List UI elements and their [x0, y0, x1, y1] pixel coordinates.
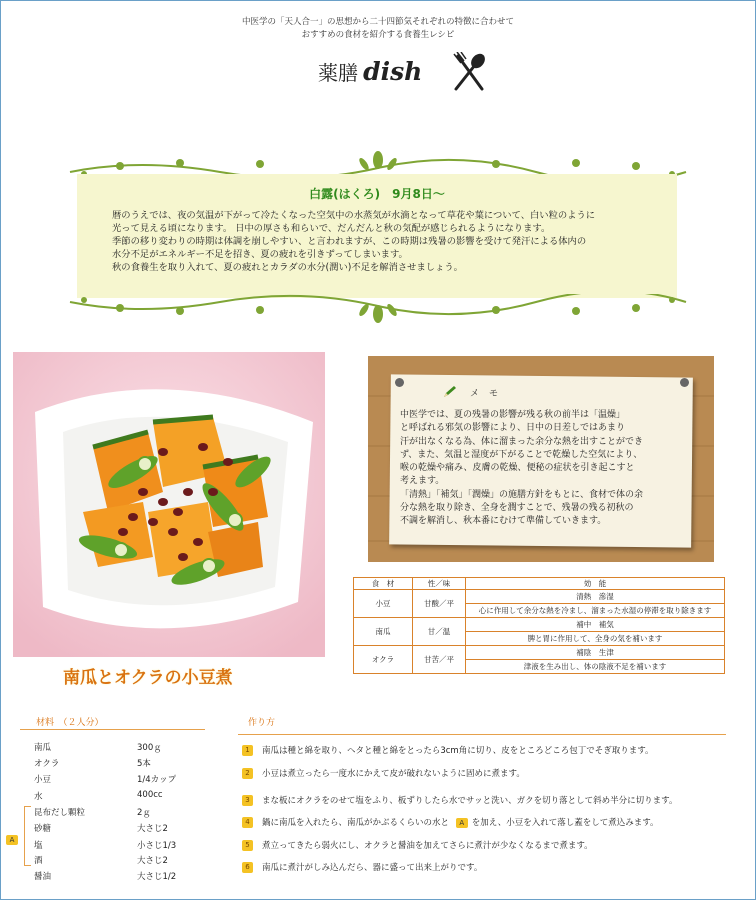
logo-en: dish [363, 57, 423, 86]
ingredient-amount: 400cc [137, 790, 163, 800]
ingredient-name: 小豆 [34, 775, 52, 785]
step-number: 2 [242, 768, 253, 779]
table-header-row [354, 578, 725, 590]
dish-photo [13, 352, 325, 657]
step-item [242, 794, 678, 806]
effect-desc-cell: 脾と胃に作用して、全身の気を補います [466, 632, 725, 646]
step-text: 南瓜に煮汁がしみ込んだら、器に盛って出来上がりです。 [262, 863, 483, 873]
memo-line: 「清熱」「補気」「潤燥」の施膳方針をもとに、食材で体の余 [400, 489, 644, 500]
memo-line: 中医学では、夏の残暑の影響が残る秋の前半は「温燥」 [400, 410, 626, 420]
food-cell: 南瓜 [354, 618, 413, 646]
effect-title-cell: 補陰 生津 [466, 646, 725, 660]
group-bracket [24, 806, 31, 866]
pencil-icon [443, 386, 457, 398]
column-header: 性／味 [413, 578, 466, 590]
group-badge-label: A [6, 835, 18, 845]
intro-line-2: おすすめの食材を紹介する食養生レシピ [301, 30, 455, 40]
ingredient-amount: 1/4カップ [137, 775, 177, 785]
effect-title-cell: 清熱 滲湿 [466, 590, 725, 604]
season-line: 季節の移り変わりの時期は体調を崩しやすい、と言われますが、この時期は残暑の影響を受けて発汗による体内の [112, 236, 587, 247]
season-line: 暦のうえでは、夜の気温が下がって冷たくなった空気中の水蒸気が水滴となって草花や葉について、白い粒のように [112, 210, 596, 221]
step-item [242, 816, 659, 828]
step-number: 4 [242, 817, 253, 828]
ingredient-name: 昆布だし顆粒 [34, 808, 86, 818]
effect-desc-cell: 津液を生み出し、体の陰液不足を補います [466, 660, 725, 674]
step-number: 3 [242, 795, 253, 806]
divider [238, 734, 726, 735]
step-item [242, 744, 654, 756]
season-title: 白露(はくろ) 9月8日～ [309, 187, 445, 201]
step-item [242, 839, 593, 851]
step-number: 6 [242, 862, 253, 873]
ingredient-amount: 大さじ1/2 [137, 872, 177, 882]
step-text-continued: を加え、小豆を入れて落し蓋をして煮込みます。 [471, 818, 659, 828]
ingredient-amount: 大さじ2 [137, 856, 168, 866]
ingredient-amount: 小さじ1/3 [137, 841, 177, 851]
season-line: 光って見える頃になります。 日中の厚さも和らいで、だんだんと秋の気配が感じられるようになります。 [112, 223, 551, 234]
intro-line-1: 中医学の「天人合一」の思想から二十四節気それぞれの特徴に合わせて [241, 17, 514, 27]
memo-line: と呼ばれる邪気の影響により、日中の日差しではあまり [400, 423, 626, 434]
memo-line: 分な熱を取り除き、全身を潤すことで、残暑の残る初秋の [400, 503, 634, 514]
logo [318, 57, 422, 86]
ingredient-name: 酒 [34, 856, 43, 866]
pin-icon [395, 378, 404, 387]
dish-name: 南瓜とオクラの小豆煮 [63, 668, 233, 688]
ingredient-properties-table [353, 577, 725, 674]
step-text: 南瓜は種と綿を取り、ヘタと種と綿をとったら3cm角に切り、皮をところどころ包丁でそぎ取ります。 [262, 746, 654, 756]
ingredient-name: オクラ [34, 759, 60, 769]
step-text: 鍋に南瓜を入れたら、南瓜がかぶるくらいの水と [262, 818, 450, 828]
step-item [242, 767, 525, 779]
season-body [112, 209, 652, 274]
taste-cell: 甘／温 [413, 618, 466, 646]
food-cell: 小豆 [354, 590, 413, 618]
taste-cell: 甘酸／平 [413, 590, 466, 618]
step-item [242, 861, 482, 873]
memo-title: メモ [470, 389, 509, 399]
ingredients-label: 材料 （２人分） [36, 718, 104, 728]
table-row [354, 646, 725, 660]
step-text: 小豆は煮立ったら一度水にかえて皮が破れないように固めに煮ます。 [262, 769, 525, 779]
vine-bottom-ornament [60, 294, 696, 324]
column-header: 食 材 [354, 578, 413, 590]
ingredient-name: 醤油 [34, 872, 52, 882]
memo-line: 不調を解消し、秋本番にむけて準備していきます。 [400, 516, 607, 527]
ingredient-amount: 大さじ2 [137, 824, 168, 834]
group-a-badge: A [456, 818, 468, 828]
step-text: 煮立ってきたら弱火にし、オクラと醤油を加えてさらに煮汁が少なくなるまで煮ます。 [262, 841, 593, 851]
pin-icon [680, 378, 689, 387]
fork-spoon-icon [448, 52, 492, 92]
memo-body [400, 409, 682, 529]
memo-line: 考えます。 [400, 476, 445, 487]
step-text: まな板にオクラをのせて塩をふり、板ずりしたら水でサッと洗い、ガクを切り落として斜め半分に切ります。 [262, 796, 678, 806]
ingredient-name: 塩 [34, 841, 43, 851]
memo-line: ず、また、気温と湿度が下がることで乾燥した空気により、 [400, 449, 643, 460]
effect-desc-cell: 心に作用して余分な熱を冷まし、溜まった水湿の停滞を取り除きます [466, 604, 725, 618]
table-row [354, 618, 725, 632]
ingredient-amount: 2ｇ [137, 808, 151, 818]
ingredient-name: 南瓜 [34, 743, 52, 753]
column-header: 効 能 [466, 578, 725, 590]
ingredient-name: 水 [34, 792, 43, 802]
ingredient-amount: 5本 [137, 759, 151, 769]
logo-jp: 薬膳 [318, 61, 358, 85]
memo-line: 喉の乾燥や痛み、皮膚の乾燥、便秘の症状を引き起こすと [400, 463, 635, 474]
group-badge [6, 829, 18, 848]
step-number: 1 [242, 745, 253, 756]
season-line: 秋の食養生を取り入れて、夏の疲れとカラダの水分(潤い)不足を解消させましょう。 [112, 262, 463, 273]
taste-cell: 甘苦／平 [413, 646, 466, 674]
ingredient-name: 砂糖 [34, 824, 52, 834]
season-line: 水分不足がエネルギー不足を招き、夏の疲れを引きずってしまいます。 [112, 249, 408, 260]
step-number: 5 [242, 840, 253, 851]
divider [20, 729, 205, 730]
steps-label: 作り方 [248, 718, 276, 728]
effect-title-cell: 補中 補気 [466, 618, 725, 632]
food-cell: オクラ [354, 646, 413, 674]
memo-line: 汗が出なくなる為、体に溜まった余分な熱を出すことができ [400, 436, 644, 447]
ingredient-amount: 300ｇ [137, 743, 162, 753]
table-row [354, 590, 725, 604]
